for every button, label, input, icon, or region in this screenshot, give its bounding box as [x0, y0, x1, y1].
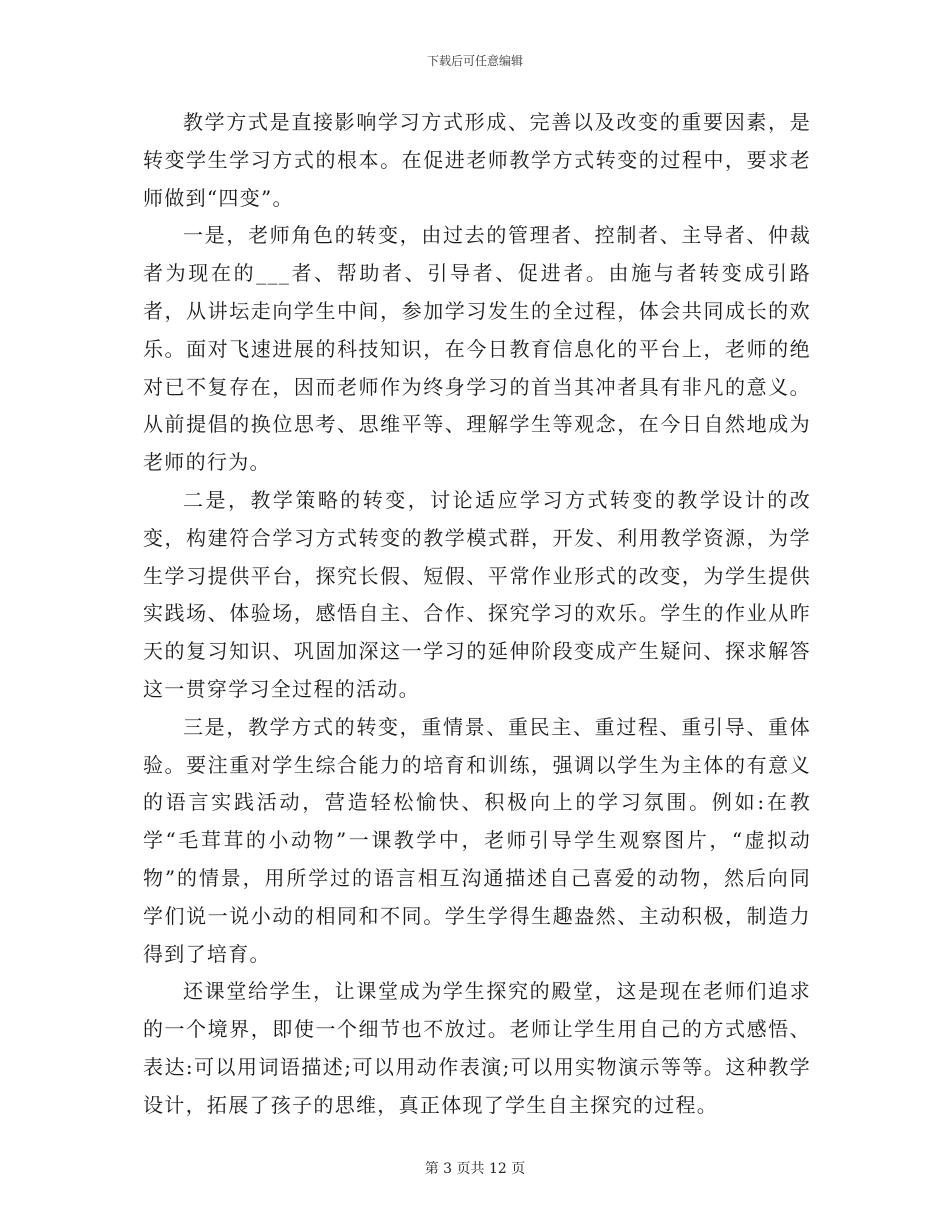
paragraph-teacher-role: 一是，老师角色的转变，由过去的管理者、控制者、主导者、仲裁者为现在的___者、帮助者、引导者、促进者。由施与者转变成引路者，从讲坛走向学生中间，参加学习发生的全过程，体会共同成长的欢乐。面对飞速进展的科技知识，在今日教育信息化的平台上，老师的绝对已不复存在，因而老师作为终身学习的首当其冲者具有非凡的意义。从前提倡的换位思考、思维平等、理解学生等观念，在今日自然地成为老师的行为。 — [143, 223, 811, 475]
page-footer: 第 3 页共 12 页 — [424, 1161, 526, 1177]
paragraph-classroom-to-students: 还课堂给学生，让课堂成为学生探究的殿堂，这是现在老师们追求的一个境界，即使一个细节也不放过。老师让学生用自己的方式感悟、表达:可以用词语描述;可以用动作表演;可以用实物演示等等。这种教学设计，拓展了孩子的思维，真正体现了学生自主探究的过程。 — [143, 979, 811, 1117]
paragraph-four-changes-intro: 教学方式是直接影响学习方式形成、完善以及改变的重要因素，是转变学生学习方式的根本。在促进老师教学方式转变的过程中，要求老师做到“四变”。 — [143, 110, 811, 210]
paragraph-teaching-method: 三是，教学方式的转变，重情景、重民主、重过程、重引导、重体验。要注重对学生综合能力的培育和训练，强调以学生为主体的有意义的语言实践活动，营造轻松愉快、积极向上的学习氛围。例如:在教学“毛茸茸的小动物”一课教学中，老师引导学生观察图片，“虚拟动物”的情景，用所学过的语言相互沟通描述自己喜爱的动物，然后向同学们说一说小动的相同和不同。学生学得生趣盎然、主动积极，制造力得到了培育。 — [143, 714, 811, 966]
page-header: 下载后可任意编辑 — [426, 54, 523, 68]
document-body — [143, 104, 811, 1125]
paragraph-teaching-strategy: 二是，教学策略的转变，讨论适应学习方式转变的教学设计的改变，构建符合学习方式转变的教学模式群，开发、利用教学资源，为学生学习提供平台，探究长假、短假、平常作业形式的改变，为学生提供实践场、体验场，感悟自主、合作、探究学习的欢乐。学生的作业从昨天的复习知识、巩固加深这一学习的延伸阶段变成产生疑问、探求解答这一贯穿学习全过程的活动。 — [143, 487, 811, 701]
